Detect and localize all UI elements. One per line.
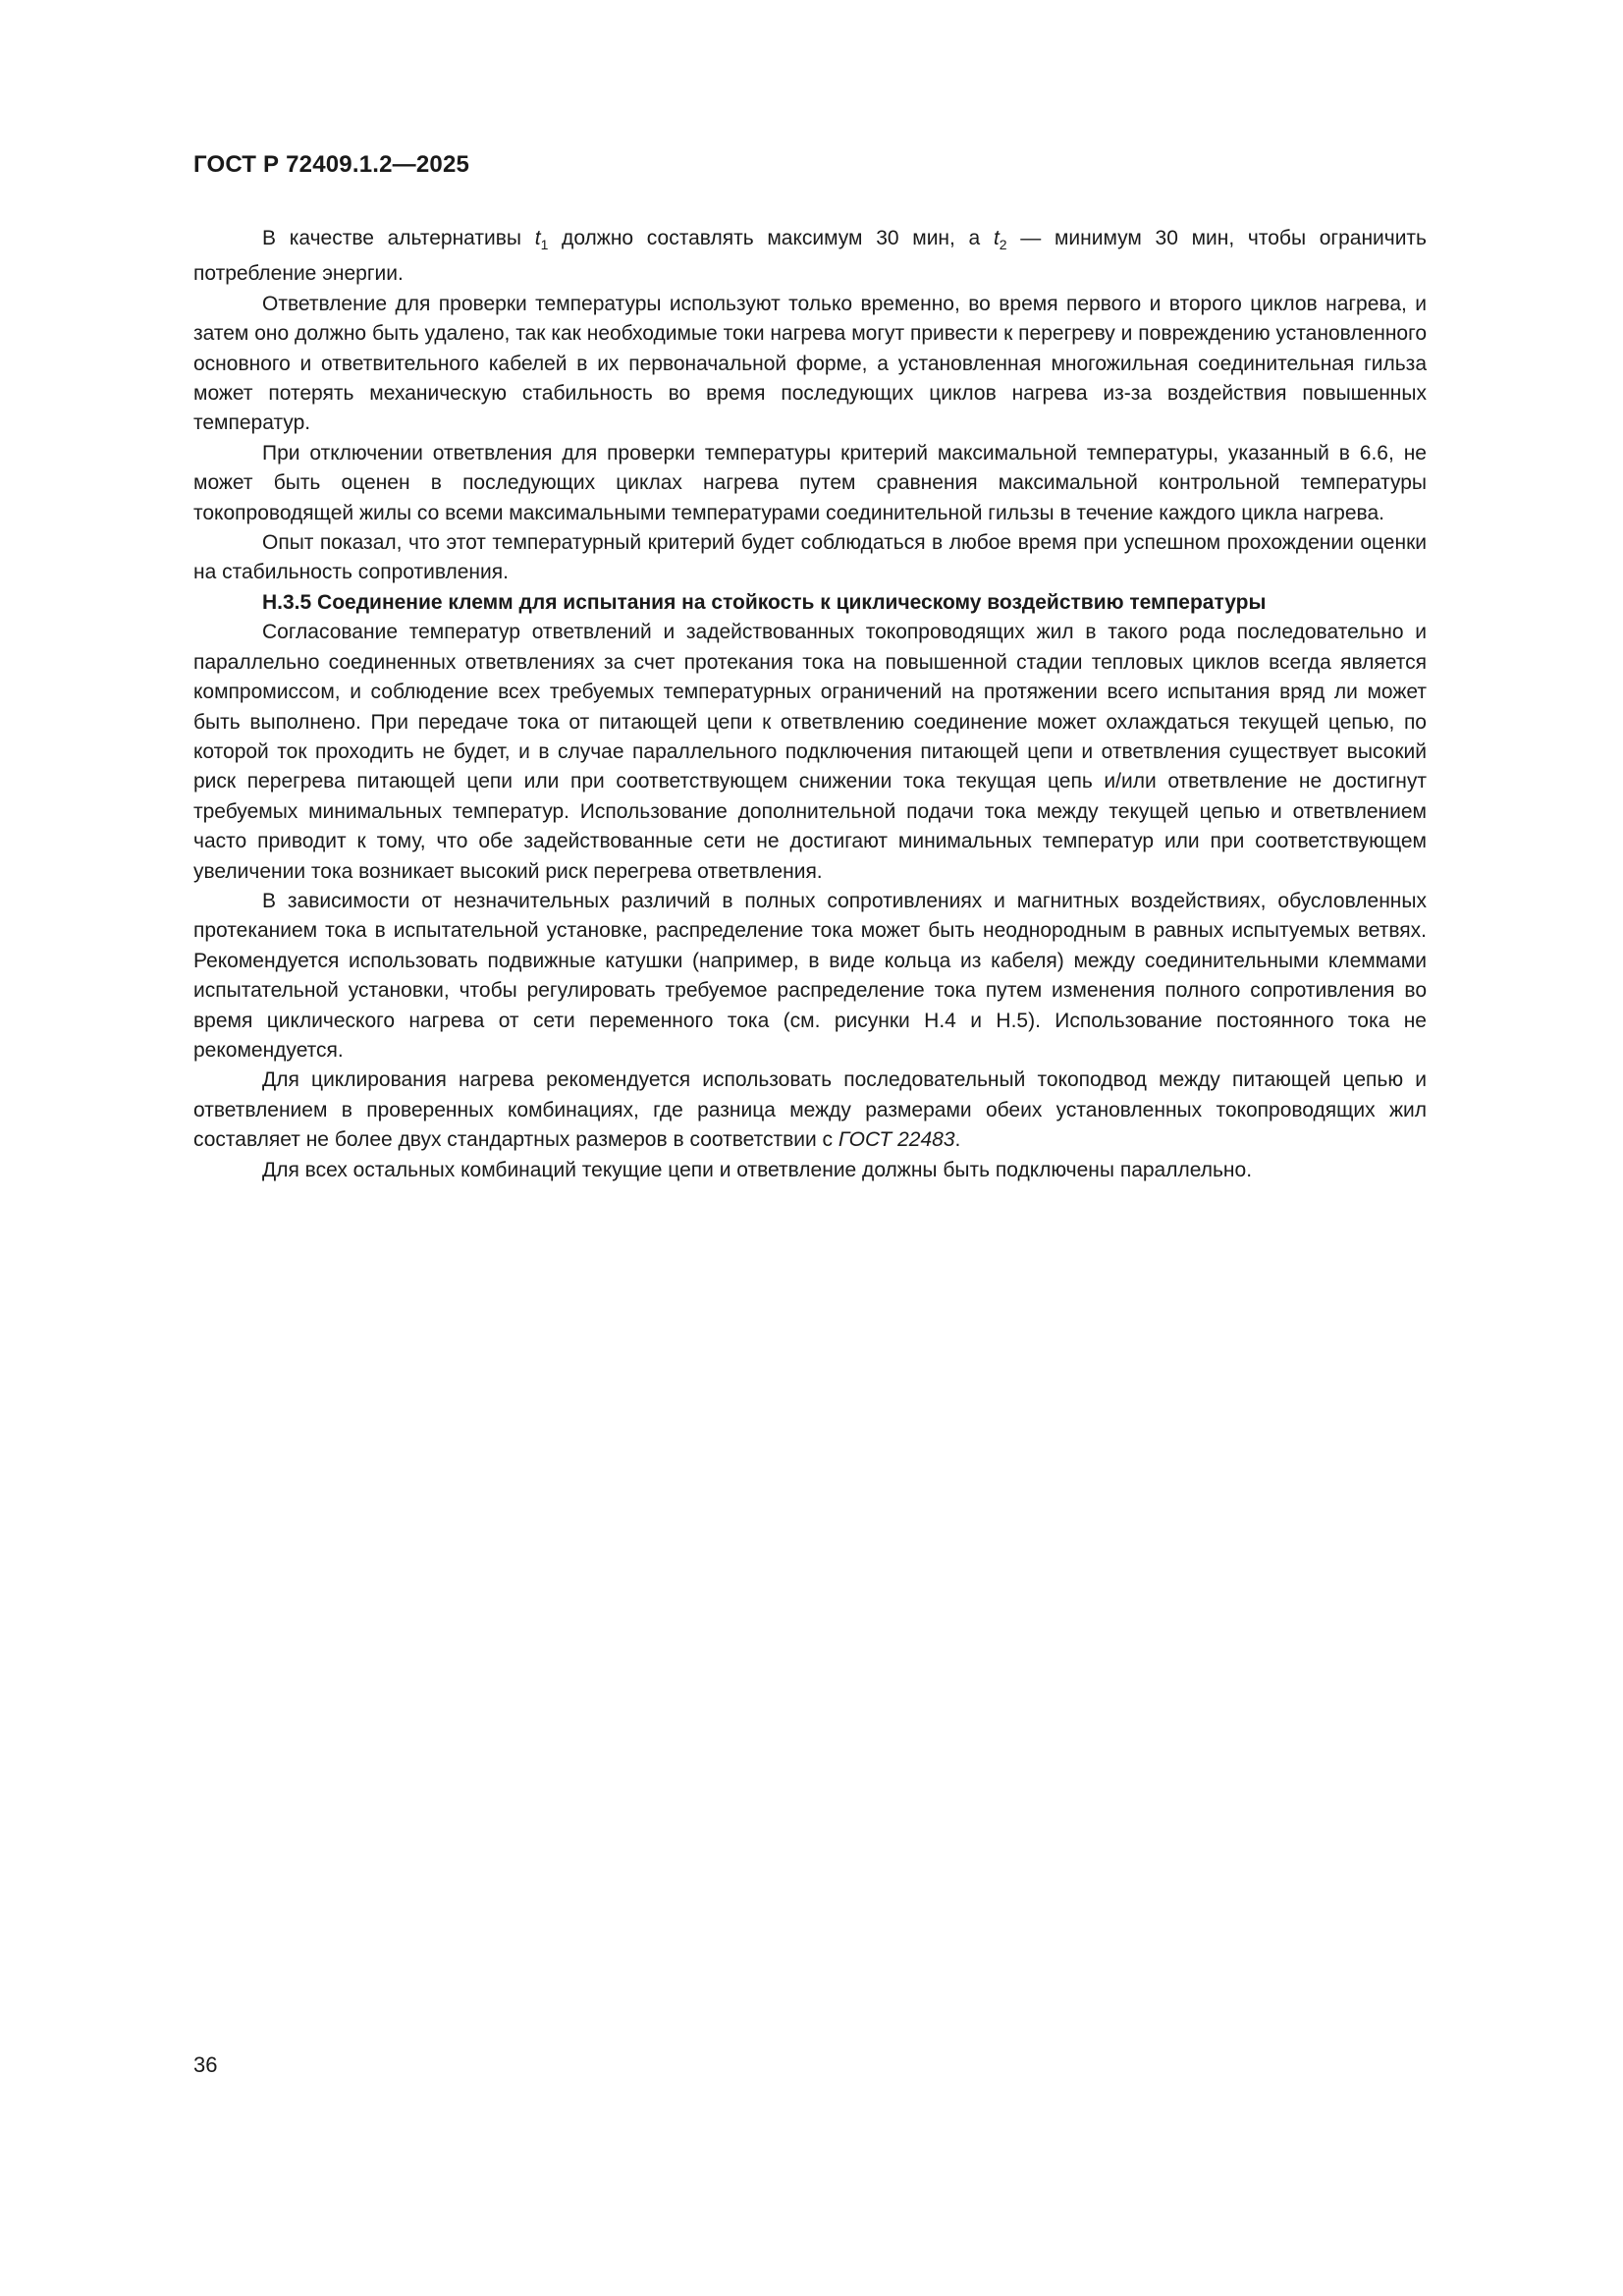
document-body	[193, 224, 1427, 1185]
paragraph-impedance-differences: В зависимости от незначительных различий в полных сопротивлениях и магнитных воздействиях, обусловленных протеканием тока в испытательной установке, распределение тока может быть неоднородным в равных испытуемых ветвях. Рекомендуется использовать подвижные катушки (например, в виде кольца из кабеля) между соединительными клеммами испытательной установки, чтобы регулировать требуемое распределение тока путем изменения полного сопротивления во время циклического нагрева от сети переменного тока (см. рисунки Н.4 и Н.5). Использование постоянного тока не рекомендуется.	[193, 889, 1427, 1062]
document-header-code: ГОСТ Р 72409.1.2—2025	[193, 151, 470, 178]
paragraph-temperature-coordination: Согласование температур ответвлений и задействованных токопроводящих жил в такого рода последовательно и параллельно соединенных ответвлениях за счет протекания тока на повышенной стадии тепловых циклов всегда является компромиссом, и соблюдение всех требуемых температурных ограничений на протяжении всего испытания вряд ли может быть выполнено. При передаче тока от питающей цепи к ответвлению соединение может охлаждаться текущей цепью, по которой ток проходить не будет, и в случае параллельного подключения питающей цепи и ответвления существует высокий риск перегрева питающей цепи или при соответствующем снижении тока текущая цепь и/или ответвление не достигнут требуемых минимальных температур. Использование дополнительной подачи тока между текущей цепью и ответвлением часто приводит к тому, что обе задействованные сети не достигают минимальных температур или при соответствующем увеличении тока возникает высокий риск перегрева ответвления.	[193, 621, 1427, 883]
standard-reference: ГОСТ 22483	[838, 1128, 955, 1152]
variable-t1: $t_1$	[534, 227, 549, 252]
paragraph-alternative-times: В качестве альтернативы $t_1$ должно составлять максимум 30 мин, а $t_2$ — минимум 30 мин, чтобы ограничить потребление энергии.	[193, 227, 1427, 286]
paragraph-heating-cycling: Для циклирования нагрева рекомендуется использовать последовательный токоподвод между питающей цепью и ответвлением в проверенных комбинациях, где разница между размерами обеих установленных токопроводящих жил составляет не более двух стандартных размеров в соответствии с ГОСТ 22483.	[193, 1068, 1427, 1152]
section-heading-h35: Н.3.5 Соединение клемм для испытания на стойкость к циклическому воздействию температуры	[262, 590, 1267, 614]
paragraph-temperature-branch: Ответвление для проверки температуры используют только временно, во время первого и второго циклов нагрева, и затем оно должно быть удалено, так как необходимые токи нагрева могут привести к перегреву и повреждению установленного основного и ответвительного кабелей в их первоначальной форме, а установленная многожильная соединительная гильза может потерять механическую стабильность во время последующих циклов нагрева из-за воздействия повышенных температур.	[193, 292, 1427, 435]
paragraph-experience: Опыт показал, что этот температурный критерий будет соблюдаться в любое время при успешном прохождении оценки на стабильность сопротивления.	[193, 531, 1427, 584]
page-number: 36	[193, 2052, 218, 2077]
paragraph-disconnect-branch: При отключении ответвления для проверки температуры критерий максимальной температуры, указанный в 6.6, не может быть оценен в последующих циклах нагрева путем сравнения максимальной контрольной температуры токопроводящей жилы со всеми максимальными температурами соединительной гильзы в течение каждого цикла нагрева.	[193, 441, 1427, 524]
paragraph-other-combinations: Для всех остальных комбинаций текущие цепи и ответвление должны быть подключены параллельно.	[262, 1158, 1253, 1181]
variable-t2: $t_2$	[993, 227, 1007, 252]
